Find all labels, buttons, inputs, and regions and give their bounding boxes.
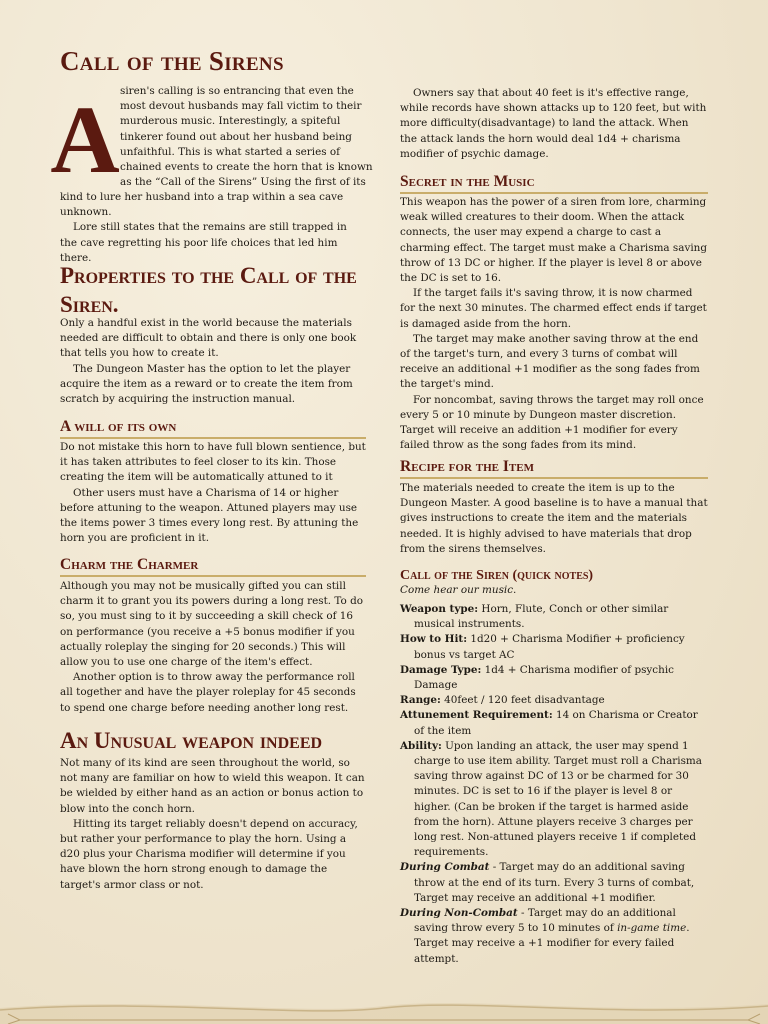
- paragraph: The target may make another saving throw at the end of the target's turn, and every 3 turns of combat will receive an additional +1 modifier as the song fades from the target's mind.: [400, 332, 700, 391]
- paragraph: Owners say that about 40 feet is it's effective range, while records have shown attacks up to 120 feet, but with more difficulty(disadvantage) to land the attack. When the attack lands the horn would deal 1d4 + charisma modifier of psychic damage.: [400, 87, 707, 160]
- section-heading-will: A will of its own: [60, 418, 366, 439]
- quick-notes-list: [400, 602, 708, 967]
- section-heading-charm: Charm the Charmer: [60, 556, 366, 577]
- quick-notes-subtitle: Come hear our music.: [400, 584, 517, 596]
- footer-ornament: [0, 986, 768, 1024]
- section-heading-quick-notes: Call of the Siren (quick notes): [400, 568, 594, 583]
- paragraph: The materials needed to create the item is up to the Dungeon Master. A good baseline is to have a manual that gives instructions to create the item and the materials needed. It is highly advised to have materials that drop from the sirens themselves.: [400, 482, 708, 555]
- note-range: Range: 40feet / 120 feet disadvantage: [400, 694, 605, 707]
- intro-line: most devout husbands may fall victim to their: [120, 100, 362, 112]
- section-heading-secret: Secret in the Music: [400, 173, 708, 194]
- intro-line: murderous music. Interestingly, a spiteful: [120, 115, 341, 127]
- paragraph: Only a handful exist in the world because the materials needed are difficult to obtain and there is only one book that tells you how to create it.: [60, 317, 357, 360]
- section-heading-unusual: An Unusual weapon indeed: [60, 728, 323, 753]
- paragraph: The Dungeon Master has the option to let the player acquire the item as a reward or to create the item from scratch by acquiring the instruction manual.: [60, 362, 353, 406]
- paragraph: Another option is to throw away the performance roll all together and have the player roleplay for 45 seconds to spend one charge before needing another long rest.: [60, 671, 356, 714]
- paragraph: If the target fails it's saving throw, it is now charmed for the next 30 minutes. The charmed effect ends if target is damaged aside from the horn.: [400, 287, 707, 330]
- paragraph: Other users must have a Charisma of 14 or higher before attuning to the weapon. Attuned players may use the items power 3 times every long rest. By attuning the horn you are proficient in it.: [60, 486, 359, 545]
- intro-continuation: kind to lure her husband into a trap within a sea cave unknown.: [60, 191, 344, 219]
- note-damage-type: Damage Type: 1d4 + Charisma modifier of psychic Damage: [400, 663, 674, 692]
- note-ability: Ability: Upon landing an attack, the user may spend 1 charge to use item ability. Target must roll a Charisma saving throw against DC of 13 or be charmed for 30 minutes. DC is set to 16 if the player is level 8 or higher. (Can be broken if the target is harmed aside from the horn). Attune players receive 3 charges per long rest. Non-attuned players receive 1 if completed requirements.: [400, 739, 702, 859]
- note-during-combat: During Combat - Target may do an additional saving throw at the end of its turn. Every 3 turns of combat, Target may receive an additional +1 modifier.: [400, 861, 695, 904]
- intro-line: unfaithful. This is what started a series of: [120, 146, 340, 158]
- paragraph: Do not mistake this horn to have full blown sentience, but it has taken attributes to feel closer to its kin. Those creating the item will be automatically attuned to it: [60, 441, 366, 484]
- paragraph: For noncombat, saving throws the target may roll once every 5 or 10 minute by Dungeon master discretion. Target will receive an addition +1 modifier for every failed throw as the song fades from its mind.: [400, 393, 704, 452]
- intro-line: as the “Call of the Sirens” Using the first of its: [120, 176, 366, 188]
- paragraph: This weapon has the power of a siren from lore, charming weak willed creatures to their doom. When the attack connects, the user may expend a charge to cast a charming effect. The target must make a Charisma saving throw of 13 DC or higher. If the player is level 8 or above the DC is set to 16.: [400, 196, 707, 285]
- page-title: Call of the Sirens: [60, 46, 284, 76]
- section-heading-recipe: Recipe for the Item: [400, 458, 708, 479]
- note-attunement: Attunement Requirement: 14 on Charisma or Creator of the item: [400, 709, 698, 737]
- intro-line: tinkerer found out about her husband being: [120, 131, 352, 143]
- note-weapon-type: Weapon type: Horn, Flute, Conch or other similar musical instruments.: [400, 603, 669, 631]
- note-how-to-hit: How to Hit: 1d20 + Charisma Modifier + proficiency bonus vs target AC: [400, 633, 685, 661]
- intro-paragraph: Lore still states that the remains are still trapped in the cave regretting his poor life choices that led him there.: [60, 221, 347, 264]
- intro-line: siren's calling is so entrancing that even the: [120, 85, 354, 97]
- paragraph: Hitting its target reliably doesn't depend on accuracy, but rather your performance to play the horn. Using a d20 plus your Charisma modifier will determine if you have blown the horn strong enough to damage the target's armor class or not.: [60, 817, 358, 891]
- paragraph: Although you may not be musically gifted you can still charm it to grant you its powers during a long rest. To do so, you must sing to it by succeeding a skill check of 16 on performance (you receive a +5 bonus modifier if you actually roleplay the singing for 20 seconds.) This will allow you to use one charge of the item's effect.: [60, 580, 363, 669]
- drop-cap-letter: A: [50, 86, 120, 193]
- section-heading-properties: Properties to the Call of the Siren.: [60, 263, 357, 317]
- paragraph: Not many of its kind are seen throughout the world, so not many are familiar on how to wield this weapon. It can be wielded by either hand as an action or bonus action to blow into the conch horn.: [60, 757, 365, 815]
- note-during-noncombat: During Non-Combat - Target may do an additional saving throw every 5 to 10 minutes of in-game time. Target may receive a +1 modifier for every failed attempt.: [400, 907, 690, 965]
- intro-line: chained events to create the horn that is known: [120, 161, 373, 173]
- drop-cap-a-icon: [50, 86, 120, 193]
